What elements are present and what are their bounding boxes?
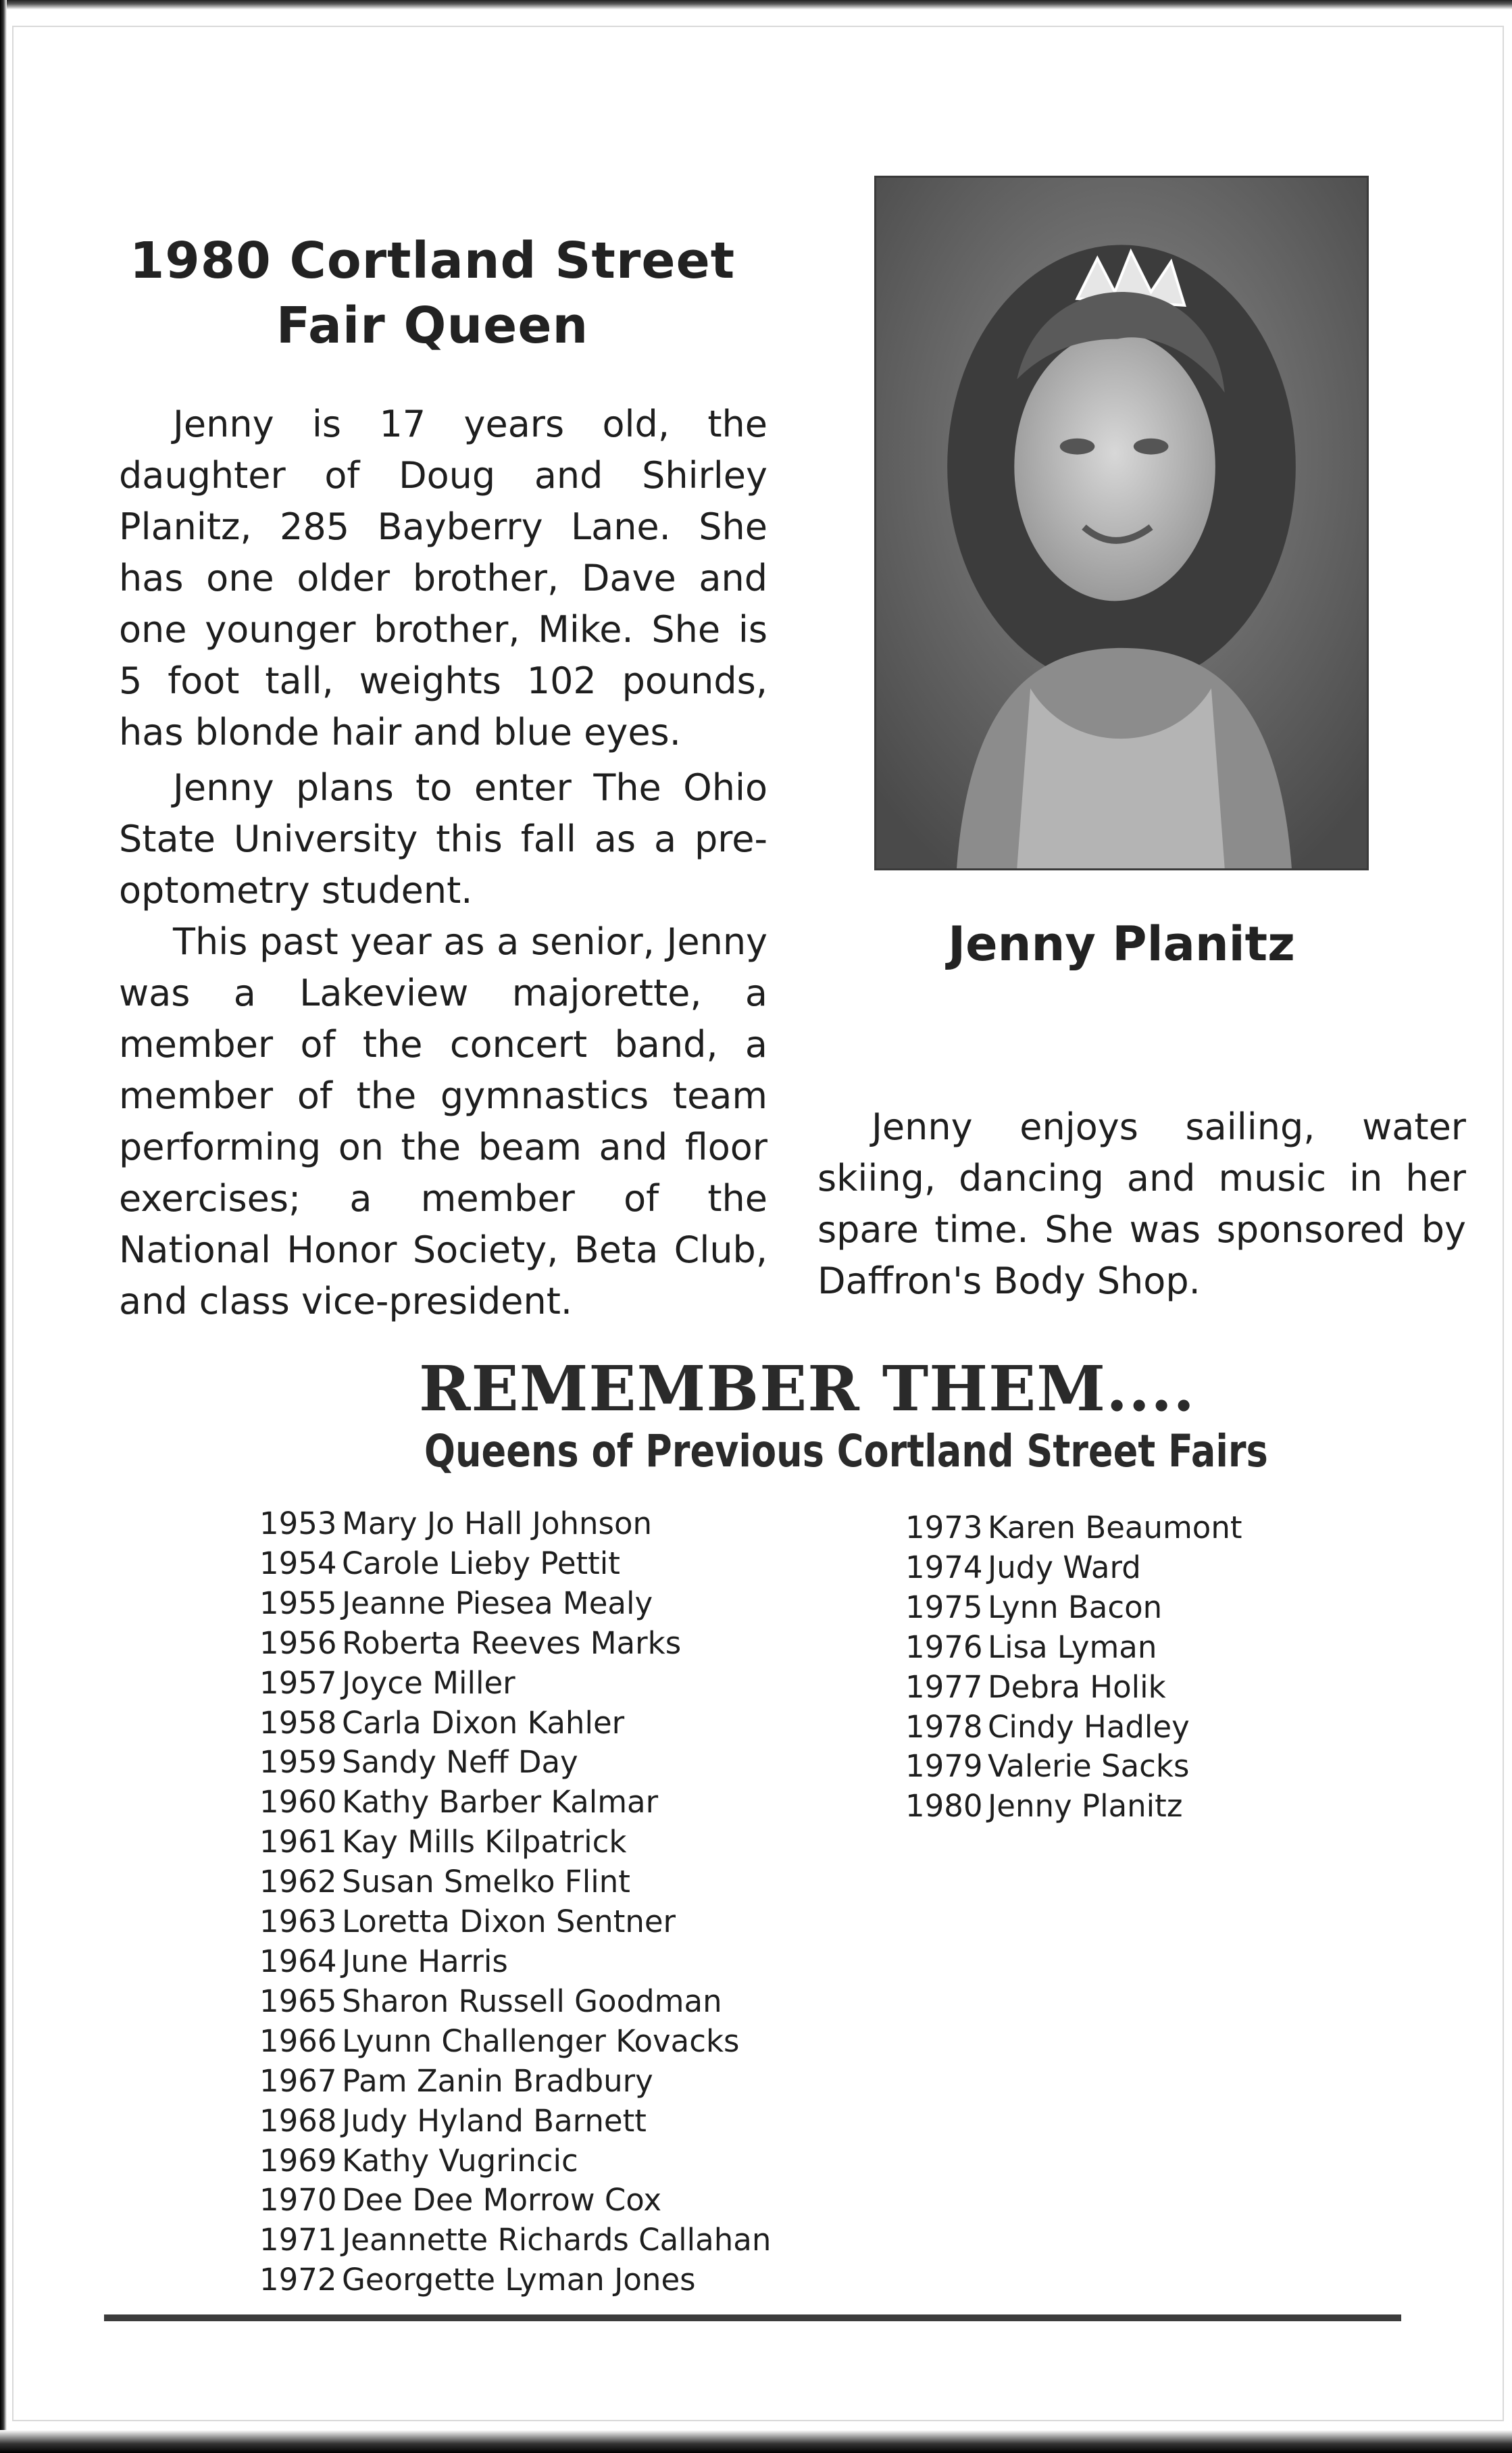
queen-list-item [259, 1504, 771, 1544]
article-headline [122, 228, 743, 358]
queen-name: Judy Ward [988, 1549, 1141, 1585]
queen-list-item [905, 1588, 1242, 1628]
queen-name: Jenny Planitz [988, 1788, 1183, 1825]
queen-year: 1965 [259, 1983, 337, 2019]
queen-year: 1975 [905, 1589, 983, 1625]
paragraph-hobbies: Jenny enjoys sailing, water skiing, dancing and music in her spare time. She was sponsored by Daffron's Body Shop. [817, 1106, 1466, 1302]
body-paragraph-3 [119, 916, 767, 1330]
queen-year: 1964 [259, 1943, 337, 1979]
queen-name: Jeannette Richards Callahan [342, 2222, 772, 2258]
scan-edge-top [0, 0, 1512, 9]
queen-name: Karen Beaumont [988, 1510, 1242, 1545]
queen-year: 1978 [905, 1708, 983, 1745]
queen-list-item [259, 1942, 771, 1982]
queen-year: 1963 [259, 1904, 337, 1940]
queen-year: 1966 [259, 2023, 337, 2059]
queen-name: Cindy Hadley [988, 1708, 1190, 1745]
queen-name: Lynn Bacon [988, 1589, 1163, 1625]
queen-list-item [905, 1708, 1242, 1748]
queen-name: Pam Zanin Bradbury [342, 2062, 653, 2099]
queen-name: Valerie Sacks [988, 1748, 1190, 1785]
queen-list-item [259, 1902, 771, 1942]
queen-year: 1974 [905, 1549, 983, 1585]
queen-list-item [259, 1743, 771, 1783]
queen-list-item [905, 1668, 1242, 1708]
queen-year: 1962 [259, 1864, 337, 1900]
queen-name: Dee Dee Morrow Cox [342, 2182, 662, 2219]
queen-name: Sharon Russell Goodman [342, 1983, 722, 2019]
paragraph-family: Jenny is 17 years old, the daughter of Doug and Shirley Planitz, 285 Bayberry Lane. She has one older brother, Dave and one younger brother, Mike. She is 5 foot tall, weights 102 pounds, has blonde hair and blue eyes. [119, 403, 767, 753]
queen-year: 1973 [905, 1510, 983, 1545]
queen-year: 1969 [259, 2142, 337, 2179]
queens-list-right [905, 1508, 1242, 1827]
queen-year: 1958 [259, 1704, 337, 1741]
headline-line-1: 1980 Cortland Street [129, 232, 736, 290]
queen-list-item [259, 2260, 771, 2300]
queen-name: Carole Lieby Pettit [342, 1545, 620, 1581]
body-paragraph-2 [119, 762, 767, 919]
queen-name: June Harris [342, 1943, 508, 1979]
queen-name: Roberta Reeves Marks [342, 1625, 682, 1661]
queen-list-item [259, 2062, 771, 2102]
queen-list-item [259, 1982, 771, 2022]
queen-list-item [259, 1823, 771, 1862]
queen-year: 1977 [905, 1668, 983, 1705]
queen-year: 1971 [259, 2222, 337, 2258]
queen-year: 1953 [259, 1506, 337, 1541]
queen-name: Sandy Neff Day [342, 1744, 578, 1781]
queen-year: 1967 [259, 2062, 337, 2099]
queen-list-item [905, 1628, 1242, 1668]
queen-name: Joyce Miller [342, 1664, 515, 1701]
remember-subtitle: Queens of Previous Cortland Street Fairs [424, 1425, 1268, 1477]
queen-list-item [259, 1664, 771, 1704]
queen-list-item [259, 1704, 771, 1743]
bottom-rule [104, 2314, 1401, 2321]
queen-list-item [259, 2022, 771, 2062]
queen-name: Susan Smelko Flint [342, 1864, 630, 1900]
queen-list-item [259, 2102, 771, 2141]
headline-line-2: Fair Queen [276, 297, 589, 355]
queen-list-item [259, 1783, 771, 1823]
queen-year: 1961 [259, 1824, 337, 1860]
queen-name: Kathy Barber Kalmar [342, 1784, 659, 1820]
queen-year: 1955 [259, 1585, 337, 1621]
queen-list-item [259, 1862, 771, 1902]
portrait-photo [874, 176, 1369, 870]
queen-list-item [905, 1508, 1242, 1548]
queen-name: Loretta Dixon Sentner [342, 1904, 676, 1940]
queen-name: Georgette Lyman Jones [342, 2262, 696, 2298]
queen-year: 1957 [259, 1664, 337, 1701]
queen-list-item [259, 1544, 771, 1584]
queen-list-item [905, 1787, 1242, 1827]
queen-list-item [259, 2181, 771, 2221]
queen-year: 1972 [259, 2262, 337, 2298]
queen-name: Jeanne Piesea Mealy [342, 1585, 653, 1621]
queen-year: 1959 [259, 1744, 337, 1781]
queen-year: 1956 [259, 1625, 337, 1661]
queen-list-item [259, 1584, 771, 1624]
remember-title: REMEMBER THEM.... [419, 1352, 1196, 1425]
queen-name: Kay Mills Kilpatrick [342, 1824, 627, 1860]
queen-list-item [905, 1548, 1242, 1588]
queen-name: Judy Hyland Barnett [342, 2102, 647, 2139]
paragraph-plans: Jenny plans to enter The Ohio State University this fall as a pre-optometry student. [119, 766, 767, 912]
caption-paragraph [817, 1101, 1466, 1307]
queen-year: 1980 [905, 1788, 983, 1825]
queen-list-item [259, 1624, 771, 1664]
queen-list-item [259, 2221, 771, 2260]
scan-edge-left [0, 0, 7, 2453]
paragraph-activities: This past year as a senior, Jenny was a Lakeview majorette, a member of the concert band, a member of the gymnastics team performing on the beam and floor exercises; a member of the National Honor Society, Beta Club, and class vice-president. [119, 920, 767, 1322]
queen-year: 1979 [905, 1748, 983, 1785]
queen-year: 1960 [259, 1784, 337, 1820]
queen-name: Lisa Lyman [988, 1629, 1157, 1665]
queen-year: 1976 [905, 1629, 983, 1665]
queen-list-item [259, 2141, 771, 2181]
body-paragraph-1 [119, 399, 767, 761]
queen-year: 1970 [259, 2182, 337, 2219]
queen-name: Carla Dixon Kahler [342, 1704, 625, 1741]
queens-list-left [259, 1504, 771, 2300]
queen-name: Debra Holik [988, 1668, 1166, 1705]
queen-name: Lyunn Challenger Kovacks [342, 2023, 740, 2059]
photo-caption-name: Jenny Planitz [948, 916, 1295, 972]
queen-year: 1968 [259, 2102, 337, 2139]
portrait-photo-icon [876, 178, 1367, 868]
queen-name: Mary Jo Hall Johnson [342, 1506, 653, 1541]
queen-list-item [905, 1747, 1242, 1787]
queen-name: Kathy Vugrincic [342, 2142, 578, 2179]
queen-year: 1954 [259, 1545, 337, 1581]
scan-edge-bottom [0, 2430, 1512, 2453]
